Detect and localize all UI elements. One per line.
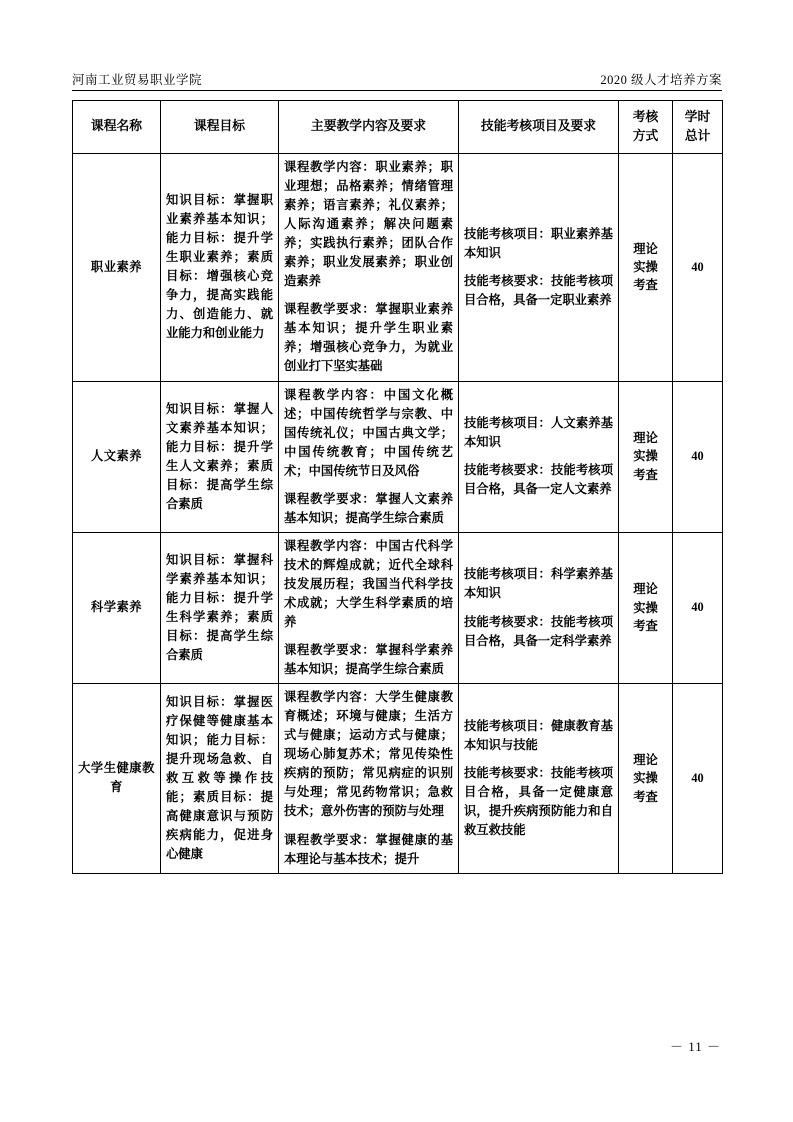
- total-hours-line1: 学时: [684, 109, 711, 124]
- cell-teaching-content: [279, 532, 459, 683]
- curriculum-table: [72, 100, 723, 874]
- table-header-row: [73, 101, 723, 154]
- teaching-requirement-block: 课程教学要求：掌握人文素养基本知识；提高学生综合素质: [284, 491, 453, 525]
- column-header-total-hours: [673, 101, 723, 154]
- cell-assessment-method: [619, 684, 673, 873]
- table-row: [73, 381, 723, 532]
- assessment-line3: 考查: [633, 467, 658, 482]
- cell-course-name: 科学素养: [73, 532, 161, 683]
- cell-teaching-content: [279, 154, 459, 382]
- table-row: [73, 684, 723, 873]
- table-row: [73, 532, 723, 683]
- cell-course-goal: 知识目标：掌握人文素养基本知识；能力目标：提升学生人文素养；素质目标：提高学生综合素质: [161, 381, 279, 532]
- skill-requirement-block: 技能考核要求：技能考核项目合格，具备一定职业素养: [464, 273, 613, 307]
- cell-skill-assessment: [459, 532, 619, 683]
- cell-skill-assessment: [459, 154, 619, 382]
- cell-total-hours: 40: [673, 684, 723, 873]
- teaching-content-block: 课程教学内容：中国文化概述；中国传统哲学与宗教、中国传统礼仪；中国古典文学；中国传统教育；中国传统艺术；中国传统节日及风俗: [284, 387, 453, 478]
- page-footer: [0, 1036, 793, 1055]
- cell-total-hours: 40: [673, 532, 723, 683]
- page-header: [72, 70, 722, 88]
- assessment-line2: 实操: [633, 449, 658, 464]
- assessment-line2: 实操: [633, 771, 658, 786]
- header-divider: [72, 90, 722, 91]
- total-hours-line2: 总计: [684, 129, 711, 143]
- page-number: － 11 －: [669, 1039, 721, 1054]
- column-header-skill-assessment: 技能考核项目及要求: [459, 101, 619, 154]
- skill-item-block: 技能考核项目：健康教育基本知识与技能: [464, 718, 613, 752]
- cell-skill-assessment: [459, 684, 619, 873]
- cell-course-name: 职业素养: [73, 154, 161, 382]
- assessment-line1: 理论: [633, 431, 658, 446]
- assessment-line3: 考查: [633, 278, 658, 293]
- skill-item-block: 技能考核项目：人文素养基本知识: [464, 416, 613, 450]
- column-header-course-name: 课程名称: [73, 101, 161, 154]
- teaching-content-block: 课程教学内容：中国古代科学技术的辉煌成就；近代全球科技发展历程；我国当代科学技术成就；大学生科学素质的培养: [284, 538, 453, 630]
- skill-item-block: 技能考核项目：科学素养基本知识: [464, 567, 613, 601]
- skill-requirement-block: 技能考核要求：技能考核项目合格，具备一定健康意识，提升疾病预防能力和自救互救技能: [464, 765, 613, 837]
- assessment-method-line2: 方式: [632, 129, 659, 143]
- assessment-method-line1: 考核: [632, 109, 659, 124]
- skill-requirement-block: 技能考核要求：技能考核项目合格，具备一定科学素养: [464, 614, 613, 648]
- cell-course-goal: 知识目标：掌握职业素养基本知识；能力目标：提升学生职业素养；素质目标：增强核心竞争力，提高实践能力、创造能力、就业能力和创业能力: [161, 154, 279, 382]
- skill-requirement-block: 技能考核要求：技能考核项目合格，具备一定人文素养: [464, 463, 613, 497]
- cell-course-name: 人文素养: [73, 381, 161, 532]
- teaching-requirement-block: 课程教学要求：掌握职业素养基本知识；提升学生职业素养；增强核心竞争力，为就业创业打下坚实基础: [284, 302, 453, 374]
- teaching-content-block: 课程教学内容：职业素养；职业理想；品格素养；情绪管理素养；语言素养；礼仪素养；人际沟通素养；解决问题素养；实践执行素养；团队合作素养；职业发展素养；职业创造素养: [284, 160, 453, 289]
- cell-assessment-method: [619, 532, 673, 683]
- table-row: [73, 154, 723, 382]
- column-header-assessment-method: [619, 101, 673, 154]
- header-document-title: 2020 级人才培养方案: [600, 73, 722, 87]
- column-header-teaching-content: 主要教学内容及要求: [279, 101, 459, 154]
- cell-course-goal: 知识目标：掌握科学素养基本知识；能力目标：提升学生科学素养；素质目标：提高学生综合素质: [161, 532, 279, 683]
- assessment-line2: 实操: [633, 260, 658, 275]
- teaching-requirement-block: 课程教学要求：掌握科学素养基本知识；提高学生综合素质: [284, 643, 453, 677]
- column-header-course-goal: 课程目标: [161, 101, 279, 154]
- assessment-line2: 实操: [633, 600, 658, 615]
- cell-course-goal: 知识目标：掌握医疗保健等健康基本知识；能力目标：提升现场急救、自救互救等操作技能；素质目标：提高健康意识与预防疾病能力，促进身心健康: [161, 684, 279, 873]
- cell-assessment-method: [619, 154, 673, 382]
- cell-course-name: 大学生健康教育: [73, 684, 161, 873]
- teaching-content-block: 课程教学内容：大学生健康教育概述；环境与健康；生活方式与健康；运动方式与健康；现场心肺复苏术；常见传染性疾病的预防；常见病症的识别与处理；常见药物常识；急救技术；意外伤害的预防与处理: [284, 690, 453, 819]
- cell-teaching-content: [279, 684, 459, 873]
- assessment-line3: 考查: [633, 789, 658, 804]
- cell-teaching-content: [279, 381, 459, 532]
- assessment-line1: 理论: [633, 582, 658, 597]
- cell-total-hours: 40: [673, 381, 723, 532]
- assessment-line3: 考查: [633, 619, 658, 634]
- assessment-line1: 理论: [633, 241, 658, 256]
- header-institution: 河南工业贸易职业学院: [72, 73, 203, 87]
- cell-skill-assessment: [459, 381, 619, 532]
- cell-total-hours: 40: [673, 154, 723, 382]
- skill-item-block: 技能考核项目：职业素养基本知识: [464, 226, 613, 260]
- assessment-line1: 理论: [633, 752, 658, 767]
- teaching-requirement-block: 课程教学要求：掌握健康的基本理论与基本技术；提升: [284, 832, 453, 866]
- cell-assessment-method: [619, 381, 673, 532]
